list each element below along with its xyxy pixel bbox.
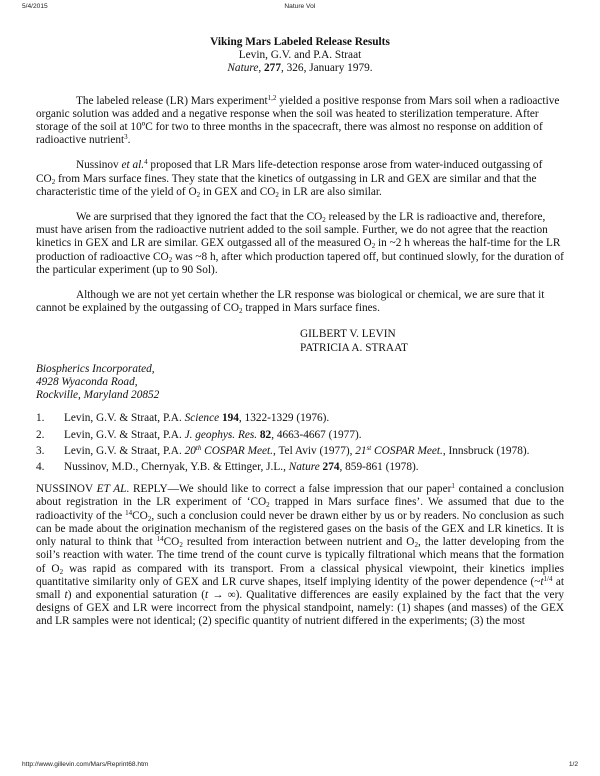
paragraph-2: Nussinov et al.$^4$ proposed that LR Mars life-detection response arose from water-induced outgassing of $CO_2$ from Mars surface fines. They state that the kinetics of outgassing in LR and GEX are similar and that the characteristic time of the yield of $O_2$ in GEX and $CO_2$ in LR are also similar. bbox=[36, 158, 543, 199]
signature-block bbox=[300, 328, 564, 354]
citation-rest: , 326, January 1979. bbox=[280, 62, 373, 75]
article-authors: Levin, G.V. and P.A. Straat bbox=[238, 49, 362, 62]
document-body bbox=[36, 36, 564, 629]
reference-item: 2. Levin, G.V. & Straat, P.A. J. geophys. Res. 82, 4663-4667 (1977). bbox=[36, 428, 362, 441]
article-title: Viking Mars Labeled Release Results bbox=[210, 36, 390, 48]
reference-item: 4. Nussinov, M.D., Chernyak, Y.B. & Ettinger, J.L., Nature 274, 859-861 (1978). bbox=[36, 461, 419, 474]
signature-name-1: GILBERT V. LEVIN bbox=[300, 328, 396, 341]
citation-journal: Nature bbox=[227, 62, 259, 75]
print-page-number: 1/2 bbox=[568, 761, 578, 768]
reference-item: 1. Levin, G.V. & Straat, P.A. Science 194, 1322-1329 (1976). bbox=[36, 412, 330, 425]
signature-name-2: PATRICIA A. STRAAT bbox=[300, 341, 408, 354]
affiliation-address: Biospherics Incorporated, 4928 Wyaconda Road, Rockville, Maryland 20852 bbox=[36, 362, 160, 402]
reply-paragraph: NUSSINOV ET AL. REPLY—We should like to correct a false impression that our paper$^1$ contained a conclusion about registration in the LR experiment of ‘$CO_2$ trapped in Mars surface fines’. We assumed that due to the radioactivity of the $^{14}CO_2$, such a conclusion could never be drawn either by us or by readers. No conclusion as such can be made about the origination mechanism of the registered gases on the basis of the GEX and LR kinetics. It is only natural to think that $^{14}CO_2$ resulted from interaction between nutrient and $O_2$, the latter developing from the soil’s reaction with water. The time trend of the count curve is typically filtrational which means that the formation of $O_2$ was rapid as compared with its transport. From a classical physical viewpoint, their kinetics implies quantitative similarity only of GEX and LR curve shapes, itself implying identity of the power dependence ($\sim t^{1/4}$ at small t) and exponential saturation (t → ∞). Qualitative differences are easily explained by the fact that the very designs of GEX and LR were incorrect from the physical standpoint, namely: (1) shapes (and masses) of the GEX and LR samples were not identical; (2) specific quantity of nutrient differed in the experiments; (3) the most bbox=[36, 482, 564, 628]
paragraph-1: The labeled release (LR) Mars experiment$^{1,2}$ yielded a positive response from Mars soil when a radioactive organic solution was added and a negative response when the soil was heated to sterilization temperature. After storage of the soil at 10ºC for two to three months in the spacecraft, there was almost no response on addition of radioactive nutrient$^3$. bbox=[36, 93, 560, 147]
paragraph-3: We are surprised that they ignored the fact that the $CO_2$ released by the LR is radioactive and, therefore, must have arisen from the radioactive nutrient added to the soil sample. Further, we do not agree that the reaction kinetics in GEX and LR are similar. GEX outgassed all of the measured $O_2$ in ~2 h whereas the half-time for the LR production of radioactive $CO_2$ was ~8 h, after which production tapered off, but continued slowly, for the duration of the particular experiment (up to 90 Sol). bbox=[36, 211, 564, 276]
paragraph-4: Although we are not yet certain whether the LR response was biological or chemical, we are sure that it cannot be explained by the outgassing of $CO_2$ trapped in Mars surface fines. bbox=[36, 289, 545, 316]
print-title: Nature VoI bbox=[284, 3, 316, 10]
print-url: http://www.gillevin.com/Mars/Reprint68.htm bbox=[22, 761, 149, 768]
reference-list bbox=[36, 412, 564, 474]
reference-item: 3. Levin, G.V. & Straat, P.A. 20th COSPAR Meet., Tel Aviv (1977), 21st COSPAR Meet., Innsbruck (1978). bbox=[36, 443, 530, 457]
print-date: 5/4/2015 bbox=[22, 3, 48, 10]
citation-volume: 277 bbox=[264, 62, 281, 75]
article-citation: Nature, 277, 326, January 1979. bbox=[227, 62, 373, 75]
